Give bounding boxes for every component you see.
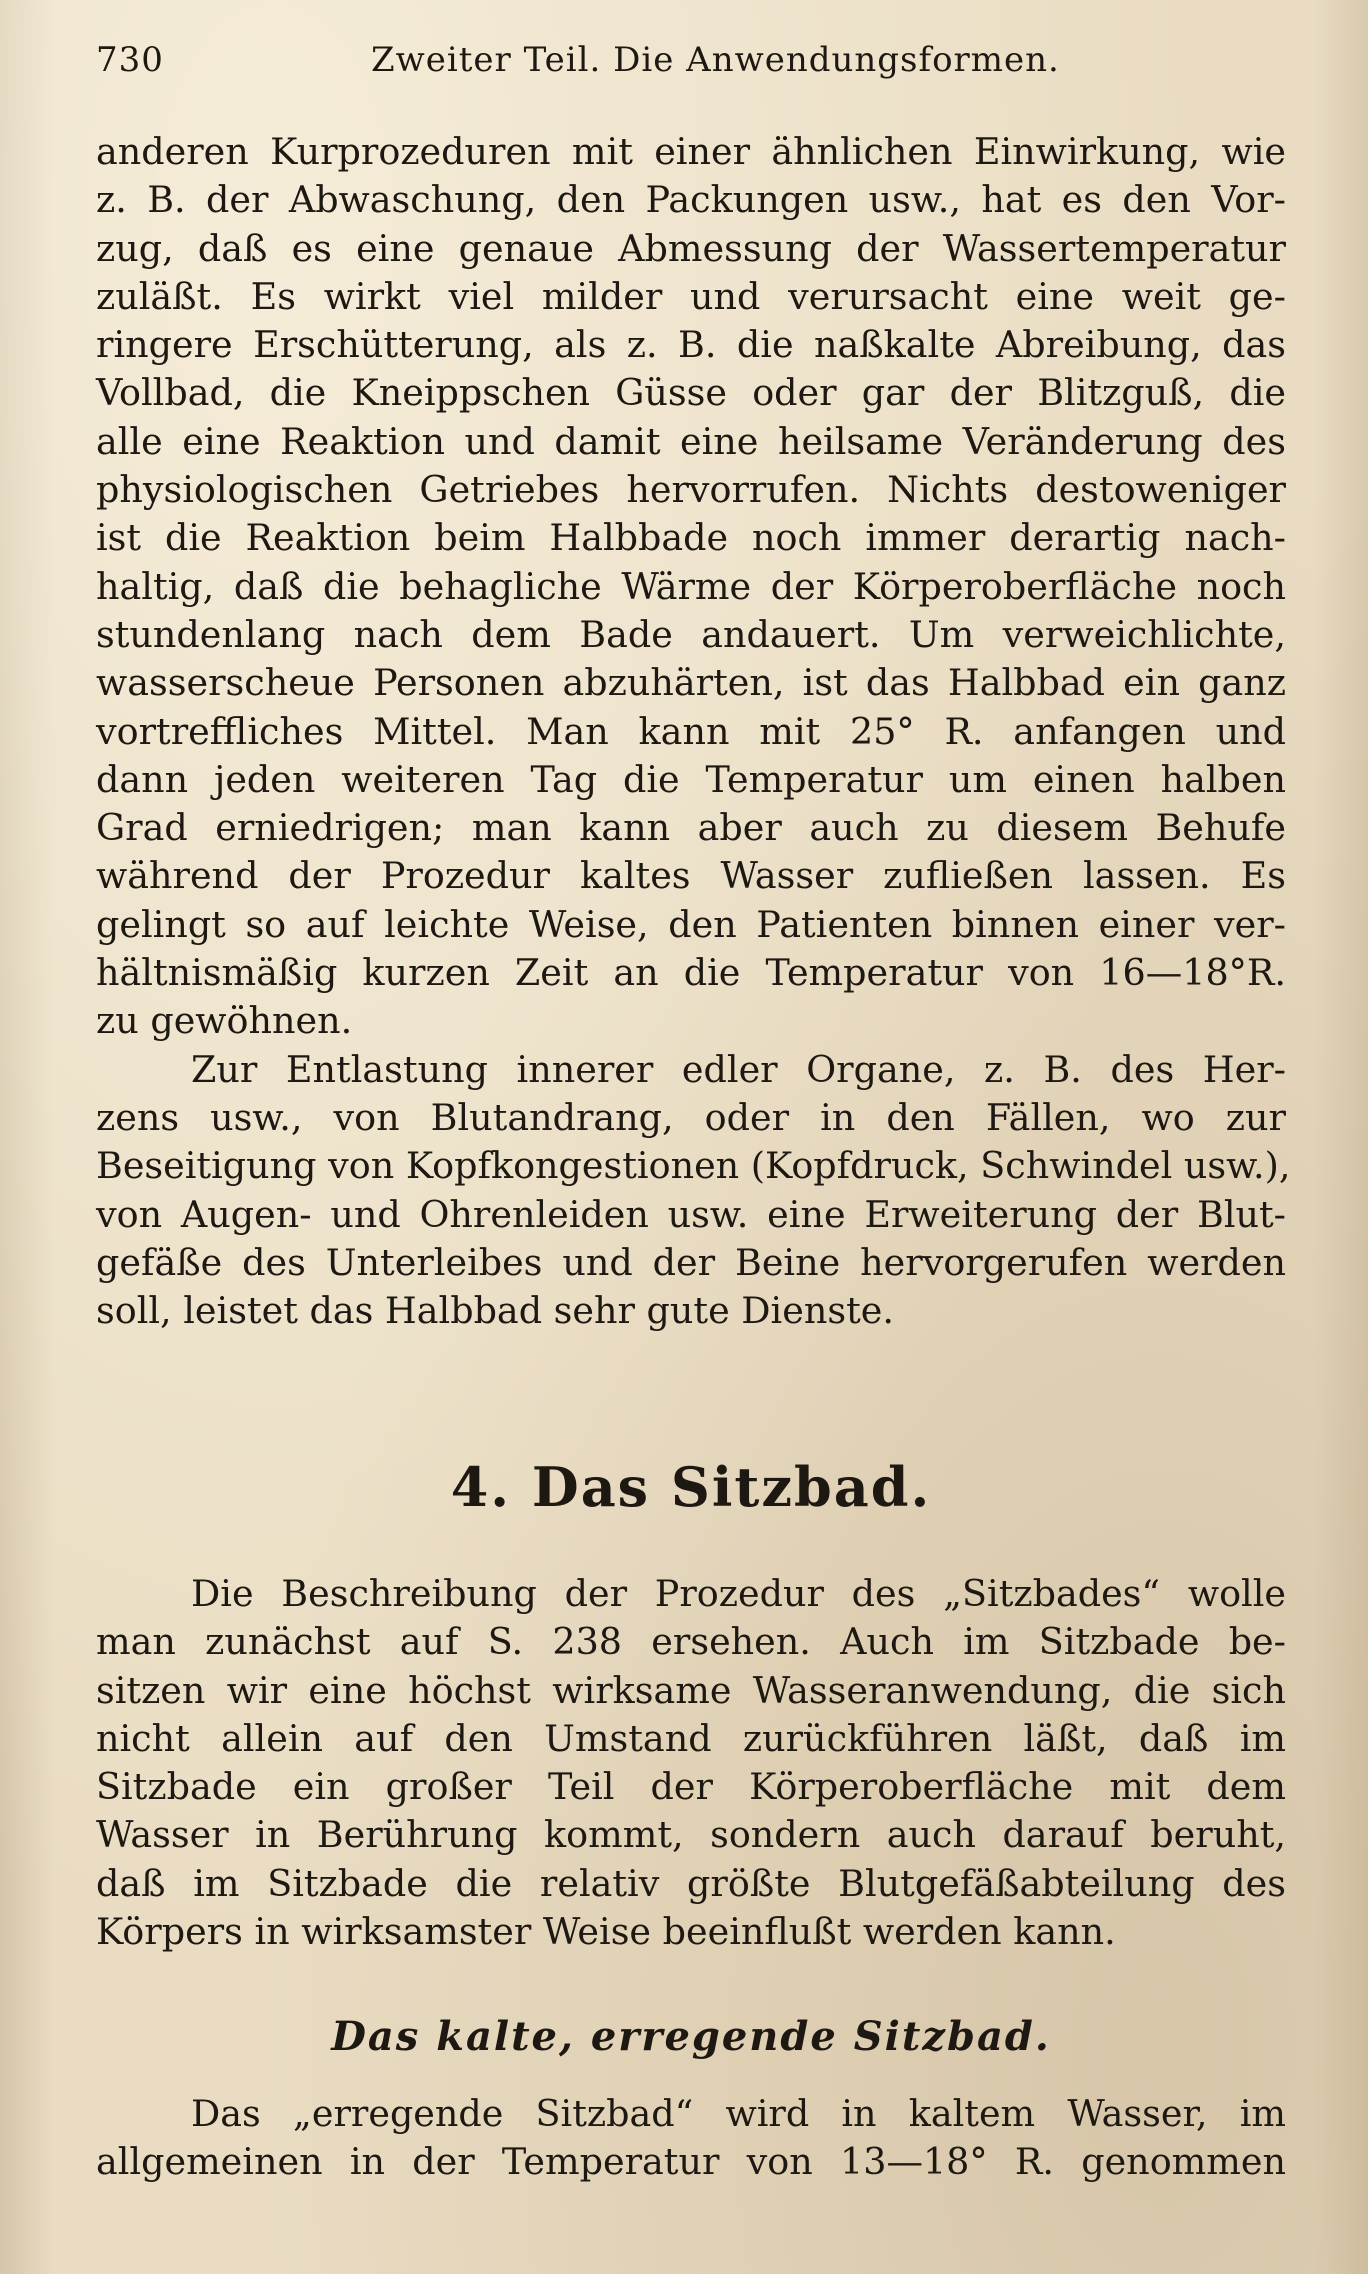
text-line: während der Prozedur kaltes Wasser zufließen lassen. Es [96,854,1286,898]
body-text-erregend [96,2090,1286,2187]
text-line: sitzen wir eine höchst wirksame Wasseranwendung, die sich [96,1668,1286,1712]
text-line: wasserscheue Personen abzuhärten, ist das Halbbad ein ganz [96,661,1286,705]
text-line: Vollbad, die Kneippschen Güsse oder gar der Blitzguß, die [96,371,1286,415]
section-heading: 4. Das Sitzbad. [450,1455,932,1519]
text-line: Wasser in Berührung kommt, sondern auch darauf beruht, [96,1813,1286,1857]
text-line: zuläßt. Es wirkt viel milder und verursacht eine weit ge- [96,274,1286,318]
text-line: hältnismäßig kurzen Zeit an die Temperatur von 16—18°R. [96,951,1286,995]
subsection-heading: Das kalte, erregende Sitzbad. [331,2013,1051,2060]
text-line: anderen Kurprozeduren mit einer ähnlichen Einwirkung, wie [96,130,1286,173]
text-line: gefäße des Unterleibes und der Beine hervorgerufen werden [96,1240,1286,1284]
text-line: vortreffliches Mittel. Man kann mit 25° R. anfangen und [96,709,1286,753]
page-header [96,40,1286,90]
text-line: physiologischen Getriebes hervorrufen. Nichts destoweniger [96,468,1286,512]
text-line: Sitzbade ein großer Teil der Körperoberfläche mit dem [96,1765,1286,1809]
text-line: soll, leistet das Halbbad sehr gute Dienste. [96,1289,894,1333]
text-line: Das „erregende Sitzbad“ wird in kaltem Wasser, im [191,2092,1286,2135]
text-line: stundenlang nach dem Bade andauert. Um verweichlichte, [96,612,1286,656]
text-line: Körpers in wirksamster Weise beeinflußt werden kann. [96,1910,1116,1954]
body-text-sitzbad [96,1570,1286,1956]
text-line: von Augen- und Ohrenleiden usw. eine Erweiterung der Blut- [96,1192,1286,1236]
text-line: zens usw., von Blutandrang, oder in den Fällen, wo zur [96,1095,1286,1139]
body-text-top [96,128,1291,1335]
text-line: ringere Erschütterung, als z. B. die naßkalte Abreibung, das [96,323,1286,367]
page-number: 730 [96,40,164,80]
text-line: daß im Sitzbade die relativ größte Blutgefäßabteilung des [96,1861,1286,1905]
text-line: allgemeinen in der Temperatur von 13—18° R. genommen [96,2140,1286,2184]
text-line: alle eine Reaktion und damit eine heilsame Veränderung des [96,419,1286,463]
paragraph-entlastung [96,1046,1291,1336]
text-line: z. B. der Abwaschung, den Packungen usw., hat es den Vor- [96,178,1286,222]
text-line: Beseitigung von Kopfkongestionen (Kopfdruck, Schwindel usw.), [96,1144,1291,1188]
text-line: dann jeden weiteren Tag die Temperatur um einen halben [96,757,1286,801]
text-line: ist die Reaktion beim Halbbade noch immer derartig nach- [96,516,1286,560]
text-line: Grad erniedrigen; man kann aber auch zu diesem Behufe [96,806,1286,850]
text-line: zu gewöhnen. [96,999,353,1043]
text-line: zug, daß es eine genaue Abmessung der Wassertemperatur [96,226,1286,270]
text-line: man zunächst auf S. 238 ersehen. Auch im Sitzbade be- [96,1620,1286,1664]
text-line: Die Beschreibung der Prozedur des „Sitzbades“ wolle [191,1572,1286,1615]
running-head: Zweiter Teil. Die Anwendungsformen. [371,40,1060,80]
text-line: haltig, daß die behagliche Wärme der Körperoberfläche noch [96,564,1286,608]
paragraph-halbbad-continuation [96,128,1286,1046]
text-line: gelingt so auf leichte Weise, den Patienten binnen einer ver- [96,902,1286,946]
text-line: Zur Entlastung innerer edler Organe, z. B. des Her- [191,1047,1286,1091]
text-line: nicht allein auf den Umstand zurückführen läßt, daß im [96,1716,1286,1760]
